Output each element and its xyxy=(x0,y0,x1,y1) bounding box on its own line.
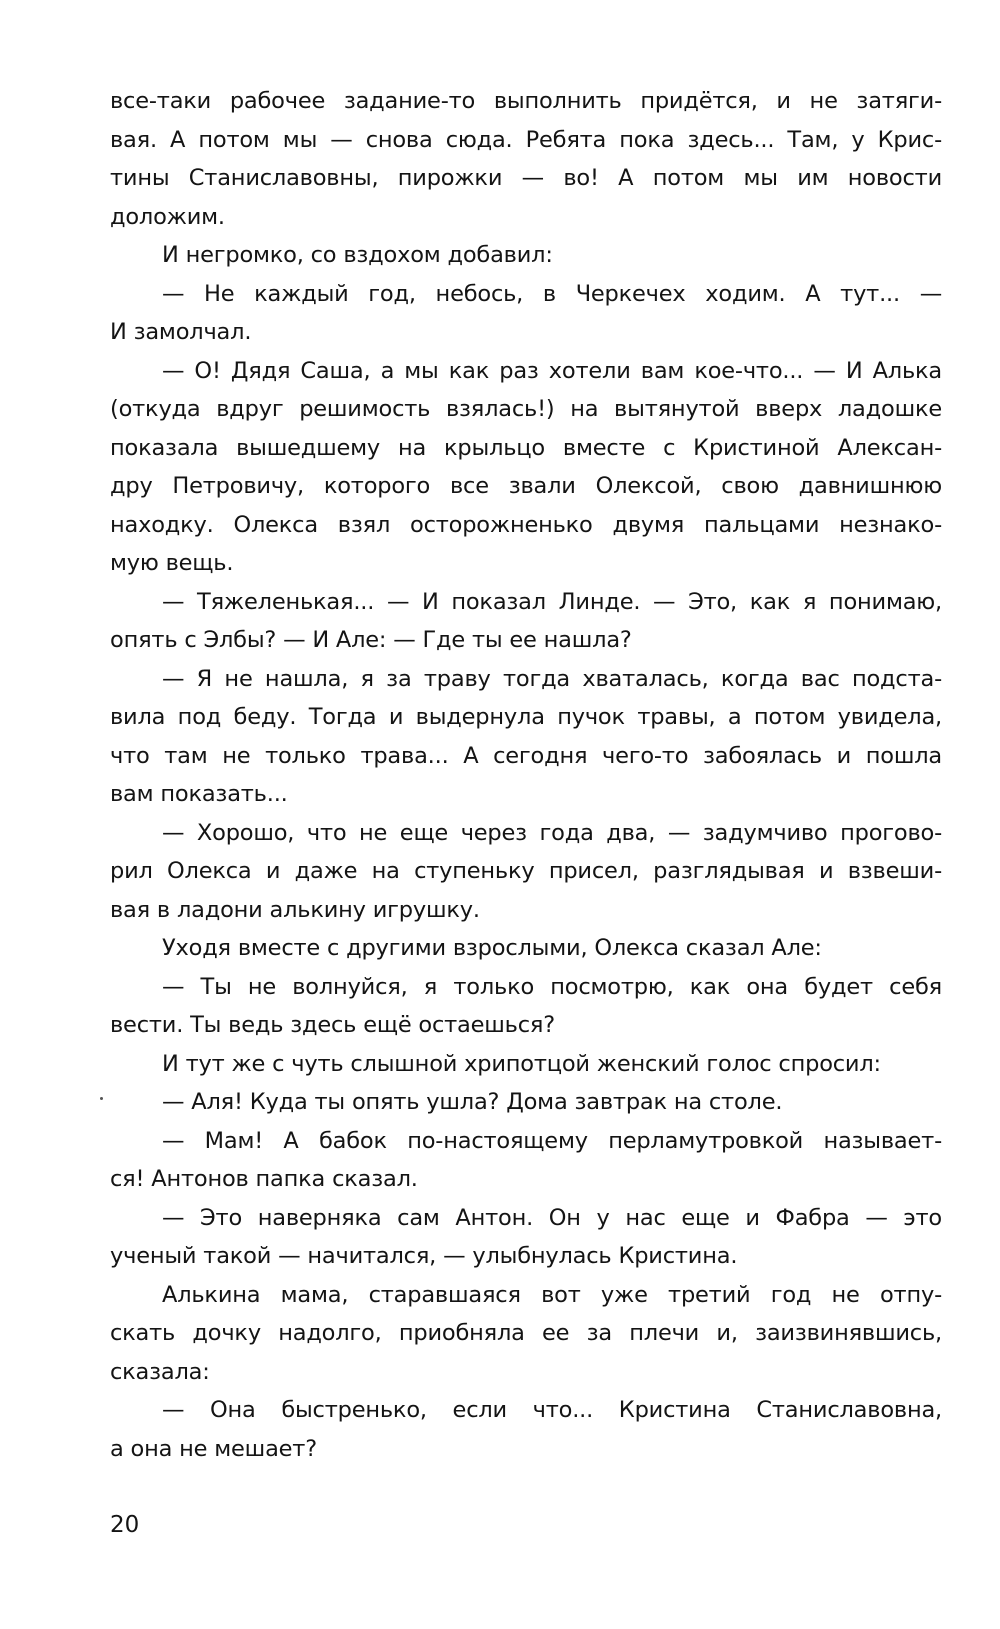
text-line: — О! Дядя Саша, а мы как раз хотели вам кое-что... — И Алька xyxy=(162,357,942,384)
text-line: — Тяжеленькая... — И показал Линде. — Это, как я понимаю, xyxy=(162,588,942,615)
text-line: — Не каждый год, небось, в Черкечех ходим. А тут... — xyxy=(162,280,942,307)
text-line: рил Олекса и даже на ступеньку присел, разглядывая и взвеши- xyxy=(110,858,942,884)
text-line: вам показать... xyxy=(110,781,288,807)
page-body-text xyxy=(110,82,942,1468)
text-line: И замолчал. xyxy=(110,319,252,345)
text-line: тины Станиславовны, пирожки — во! А потом мы им новости xyxy=(110,165,942,191)
text-line: находку. Олекса взял осторожненько двумя пальцами незнако- xyxy=(110,511,942,538)
text-line: ученый такой — начитался, — улыбнулась Кристина. xyxy=(110,1243,738,1269)
text-line: — Я не нашла, я за траву тогда хваталась, когда вас подста- xyxy=(162,665,942,692)
text-line: Уходя вместе с другими взрослыми, Олекса сказал Але: xyxy=(162,935,822,961)
text-line: И негромко, со вздохом добавил: xyxy=(162,242,553,268)
text-line: сказала: xyxy=(110,1358,210,1385)
text-line: дру Петровичу, которого все звали Олексой, свою давнишнюю xyxy=(110,473,942,499)
text-line: показала вышедшему на крыльцо вместе с Кристиной Алексан- xyxy=(110,434,942,461)
text-line: ся! Антонов папка сказал. xyxy=(110,1166,418,1192)
text-line: вила под беду. Тогда и выдернула пучок травы, а потом увидела, xyxy=(110,704,942,730)
text-line: доложим. xyxy=(110,203,225,230)
text-line: — Мам! А бабок по-настоящему перламутровкой называет- xyxy=(162,1127,942,1154)
print-speck xyxy=(100,1097,103,1100)
page-number: 20 xyxy=(110,1512,140,1538)
text-line: все-таки рабочее задание-то выполнить придётся, и не затяги- xyxy=(110,88,942,114)
text-line: а она не мешает? xyxy=(110,1435,317,1462)
text-line: И тут же с чуть слышной хрипотцой женский голос спросил: xyxy=(162,1050,881,1077)
text-line: опять с Элбы? — И Але: — Где ты ее нашла? xyxy=(110,627,632,653)
text-line: мую вещь. xyxy=(110,550,234,576)
text-line: — Это наверняка сам Антон. Он у нас еще и Фабра — это xyxy=(162,1204,942,1231)
text-line: вести. Ты ведь здесь ещё остаешься? xyxy=(110,1012,555,1038)
text-line: (откуда вдруг решимость взялась!) на вытянутой вверх ладошке xyxy=(110,396,942,422)
text-line: — Она быстренько, если что... Кристина Станиславовна, xyxy=(162,1397,942,1423)
text-line: вая в ладони алькину игрушку. xyxy=(110,896,480,923)
text-line: что там не только трава... А сегодня чего-то забоялась и пошла xyxy=(110,742,942,769)
text-line: — Ты не волнуйся, я только посмотрю, как она будет себя xyxy=(162,973,942,1000)
text-line: — Хорошо, что не еще через года два, — задумчиво прогово- xyxy=(162,819,942,846)
text-line: вая. А потом мы — снова сюда. Ребята пока здесь... Там, у Крис- xyxy=(110,126,942,153)
text-line: — Аля! Куда ты опять ушла? Дома завтрак на столе. xyxy=(162,1089,783,1115)
text-line: скать дочку надолго, приобняла ее за плечи и, заизвинявшись, xyxy=(110,1320,942,1346)
text-line: Алькина мама, старавшаяся вот уже третий год не отпу- xyxy=(162,1281,942,1308)
